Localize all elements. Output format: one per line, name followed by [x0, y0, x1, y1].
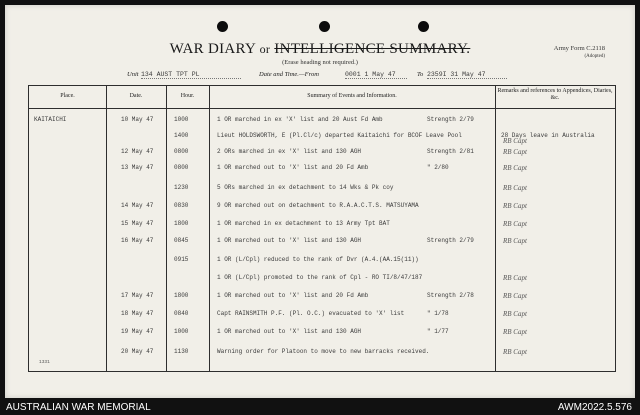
date-from-value: 0001 1 May 47 — [345, 71, 407, 79]
row-hour: 0830 — [174, 202, 189, 209]
row-note: Strength 2/79 — [427, 116, 474, 123]
row-initials-signature: RB Capt — [503, 164, 527, 172]
row-initials-signature: RB Capt — [503, 148, 527, 156]
war-diary-sheet — [5, 5, 635, 398]
row-initials-signature: RB Capt — [503, 328, 527, 336]
row-initials-signature: RB Capt — [503, 274, 527, 282]
col-header-hour: Hour. — [180, 93, 195, 99]
row-hour: 1800 — [174, 292, 189, 299]
row-remarks: 28 Days leave in Australia — [501, 132, 595, 139]
col-header-summary: Summary of Events and Information. — [307, 93, 397, 99]
row-hour: 1000 — [174, 328, 189, 335]
army-form-label: Army Form C.2118 (Adopted) — [553, 45, 605, 59]
row-summary: Warning order for Platoon to move to new barracks received. — [217, 348, 430, 355]
row-hour: 1000 — [174, 116, 189, 123]
row-summary: 1 OR marched in ex 'X' list and 20 Aust Fd Amb — [217, 116, 383, 123]
row-initials-signature: RB Capt — [503, 292, 527, 300]
unit-label: Unit — [127, 71, 139, 78]
row-initials-signature: RB Capt — [503, 310, 527, 318]
row-note: " 1/77 — [427, 328, 449, 335]
row-date: 15 May 47 — [121, 220, 154, 227]
to-label: To — [417, 71, 424, 78]
date-label: Date and Time.—From — [259, 71, 319, 78]
row-summary: 1 OR marched out to 'X' list and 20 Fd Amb — [217, 292, 369, 299]
row-hour: 0800 — [174, 164, 189, 171]
row-summary: 1 OR marched out to 'X' list and 130 AGH — [217, 237, 362, 244]
row-hour: 0845 — [174, 237, 189, 244]
col-header-place: Place. — [60, 93, 75, 99]
header-rule — [29, 108, 615, 109]
row-hour: 0800 — [174, 148, 189, 155]
column-divider — [106, 86, 107, 371]
row-place: KAITAICHI — [34, 116, 67, 123]
row-note: " 2/80 — [427, 164, 449, 171]
form-code: 1331 — [39, 360, 50, 365]
column-divider — [166, 86, 167, 371]
row-initials-signature: RB Capt — [503, 220, 527, 228]
punch-hole-right — [418, 21, 429, 32]
row-date: 10 May 47 — [121, 116, 154, 123]
row-note: " 1/78 — [427, 310, 449, 317]
row-initials-signature: RB Capt — [503, 184, 527, 192]
page-title: WAR DIARY or INTELLIGENCE SUMMARY. — [169, 41, 471, 57]
row-hour: 1230 — [174, 184, 189, 191]
row-summary: 1 OR marched out to 'X' list and 20 Fd Amb — [217, 164, 369, 171]
row-summary: 1 OR (L/Cpl) reduced to the rank of Dvr (A.4.(AA.15(11)) — [217, 256, 419, 263]
row-summary: 2 ORs marched in ex 'X' list and 130 AGH — [217, 148, 362, 155]
date-to-value: 2359I 31 May 47 — [427, 71, 507, 79]
unit-value: 134 AUST TPT PL — [141, 71, 241, 79]
row-summary: 9 OR marched out on detachment to R.A.A.C.T.S. MATSUYAMA — [217, 202, 419, 209]
row-initials-signature: RB Capt — [503, 237, 527, 245]
row-date: 14 May 47 — [121, 202, 154, 209]
punch-hole-left — [217, 21, 228, 32]
row-summary: 1 OR (L/Cpl) promoted to the rank of Cpl - RO TI/8/47/187 — [217, 274, 423, 281]
row-date: 20 May 47 — [121, 348, 154, 355]
row-summary: Capt RAINSMITH P.F. (Pl. O.C.) evacuated to 'X' list — [217, 310, 405, 317]
row-hour: 1400 — [174, 132, 189, 139]
column-divider — [495, 86, 496, 371]
row-note: Strength 2/81 — [427, 148, 474, 155]
punch-hole-center — [319, 21, 330, 32]
row-note: Strength 2/79 — [427, 237, 474, 244]
col-header-remarks: Remarks and references to Appendices, Diaries, &c. — [497, 88, 613, 101]
row-initials-signature: RB Capt — [503, 137, 527, 145]
row-summary: 1 OR marched in ex detachment to 13 Army Tpt BAT — [217, 220, 390, 227]
row-hour: 0840 — [174, 310, 189, 317]
row-date: 17 May 47 — [121, 292, 154, 299]
row-note: Strength 2/78 — [427, 292, 474, 299]
row-hour: 0915 — [174, 256, 189, 263]
row-date: 19 May 47 — [121, 328, 154, 335]
page-subtitle: (Erase heading not required.) — [282, 59, 358, 66]
diary-table — [28, 85, 616, 372]
unit-date-line — [5, 71, 635, 81]
row-hour: 1130 — [174, 348, 189, 355]
row-date: 12 May 47 — [121, 148, 154, 155]
row-hour: 1800 — [174, 220, 189, 227]
row-summary: 1 OR marched out to 'X' list and 130 AGH — [217, 328, 362, 335]
archive-reference: AWM2022.5.576 — [557, 402, 632, 413]
row-initials-signature: RB Capt — [503, 202, 527, 210]
row-date: 13 May 47 — [121, 164, 154, 171]
row-date: 16 May 47 — [121, 237, 154, 244]
row-summary: Lieut HOLDSWORTH, E (Pl.Cl/c) departed Kaitaichi for BCOF Leave Pool — [217, 132, 462, 139]
column-divider — [209, 86, 210, 371]
archive-caption: AUSTRALIAN WAR MEMORIAL — [6, 402, 151, 413]
row-summary: 5 ORs marched in ex detachment to 14 Wks & Pk coy — [217, 184, 394, 191]
row-initials-signature: RB Capt — [503, 348, 527, 356]
row-date: 18 May 47 — [121, 310, 154, 317]
col-header-date: Date. — [129, 93, 143, 99]
